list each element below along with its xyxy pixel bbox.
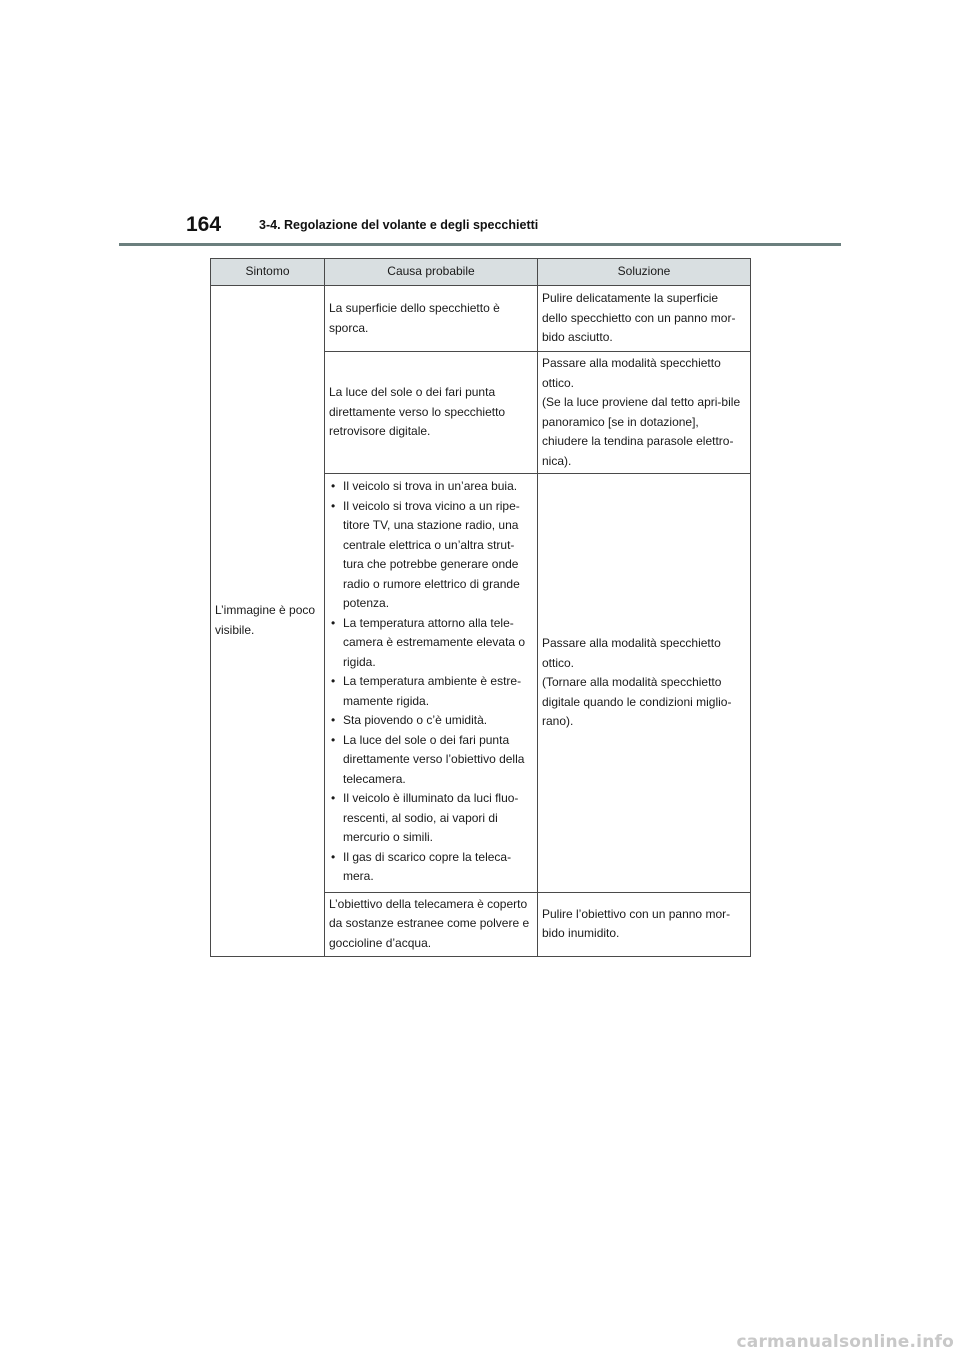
list-item: • La temperatura ambiente è estre-mamente rigida. <box>329 672 533 711</box>
solution-line: Passare alla modalità specchietto ottico. <box>542 636 721 670</box>
list-item: • Sta piovendo o c’è umidità. <box>329 711 533 731</box>
solution-line: (Se la luce proviene dal tetto apri-bile panoramico [se in dotazione], chiudere la tendina parasole elettro-nica). <box>542 395 741 468</box>
page-number: 164 <box>186 213 222 236</box>
table-row <box>211 286 751 352</box>
section-title: 3-4. Regolazione del volante e degli specchietti <box>259 218 539 232</box>
watermark-text: carmanualsonline.info <box>736 1332 954 1352</box>
column-header-symptom: Sintomo <box>211 259 325 286</box>
header-divider <box>119 243 841 246</box>
solution-cell: Pulire delicatamente la superficie dello specchietto con un panno mor-bido asciutto. <box>538 286 751 352</box>
list-item: • Il veicolo si trova vicino a un ripe-titore TV, una stazione radio, una centrale elettrica o un’altra strut-tura che potrebbe generare onde radio o rumore elettrico di grande potenza. <box>329 497 533 614</box>
symptom-cell: L’immagine è poco visibile. <box>211 286 325 957</box>
table-header-row <box>211 259 751 286</box>
list-item: • La temperatura attorno alla tele-camera è estremamente elevata o rigida. <box>329 614 533 673</box>
column-header-solution: Soluzione <box>538 259 751 286</box>
solution-line: (Tornare alla modalità specchietto digitale quando le condizioni miglio-rano). <box>542 675 732 728</box>
cause-cell <box>325 474 538 893</box>
column-header-cause: Causa probabile <box>325 259 538 286</box>
solution-cell <box>538 474 751 893</box>
solution-cell: Pulire l’obiettivo con un panno mor-bido inumidito. <box>538 892 751 956</box>
list-item: • Il gas di scarico copre la teleca-mera. <box>329 848 533 887</box>
cause-cell: La superficie dello specchietto è sporca. <box>325 286 538 352</box>
cause-list <box>329 477 533 887</box>
solution-cell <box>538 352 751 474</box>
cause-cell: La luce del sole o dei fari punta direttamente verso lo specchietto retrovisore digitale. <box>325 352 538 474</box>
list-item: • Il veicolo è illuminato da luci fluo-rescenti, al sodio, ai vapori di mercurio o simili. <box>329 789 533 848</box>
list-item: • La luce del sole o dei fari punta direttamente verso l’obiettivo della telecamera. <box>329 731 533 790</box>
list-item: • Il veicolo si trova in un’area buia. <box>329 477 533 497</box>
cause-cell: L’obiettivo della telecamera è coperto da sostanze estranee come polvere e goccioline d’acqua. <box>325 892 538 956</box>
solution-line: Passare alla modalità specchietto ottico. <box>542 356 721 390</box>
troubleshooting-table <box>210 258 751 957</box>
